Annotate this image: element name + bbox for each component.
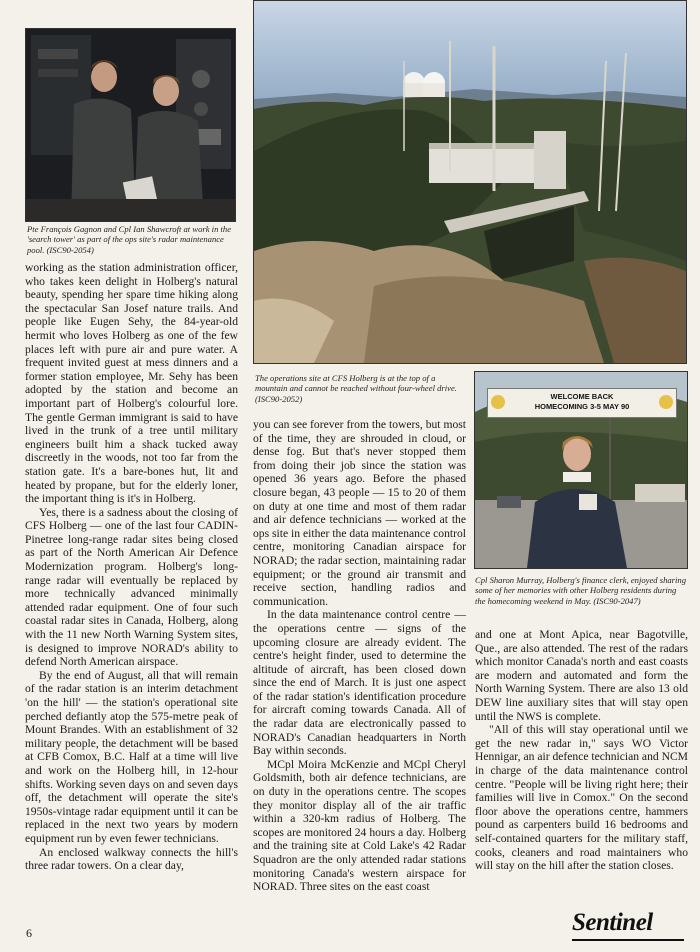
homecoming-photo [474, 371, 688, 569]
technicians-photo [25, 28, 236, 222]
welcome-banner [487, 388, 677, 418]
logo-underline [572, 939, 684, 941]
col1-paragraph-2: Yes, there is a sadness about the closing of CFS Holberg — one of the last four CADIN-Pinetree long-range radar sites being closed as part of the North American Air Defence Modernization program. Holberg's long-range radar will eventually be replaced by more technically advanced minimally attended radar equipment. One of four such coastal radar sites in Canada, Holberg, along with the 11 new North Warning System sites, is designed to improve NORAD's ability to defend North American airspace. [25, 505, 238, 669]
col2-paragraph-3: MCpl Moira McKenzie and MCpl Cheryl Goldsmith, both air defence technicians, are on duty in the operations centre. The scopes they monitor display all of the air traffic within a 320-km radius of Holberg. The scopes are monitored 24 hours a day. Holberg and the training site at Cold Lake's 42 Radar Squadron are the only attended radar stations monitoring Canada's western airspace for NORAD. Three sites on the east coast [253, 757, 466, 894]
technicians-caption: Pte François Gagnon and Cpl Ian Shawcroft at work in the 'search tower' as part of the ops site's radar maintenance pool. (ISC90-2054) [27, 224, 232, 255]
banner-line-1: WELCOME BACK [550, 392, 614, 401]
banner-line-2: HOMECOMING 3-5 MAY 90 [534, 402, 630, 411]
smiley-icon [491, 395, 505, 409]
mountain-site-photo [253, 0, 687, 364]
article-column-3 [475, 628, 688, 873]
col2-paragraph-2: In the data maintenance control centre — the operations centre — signs of the upcoming closure are already evident. The centre's height finder, used to determine the altitude of aircraft, has been closed down since the end of March. It is just one aspect of the radar station's identification procedure for aircraft coming towards Canada. All of the radar data are electronically passed to NORAD's Canadian headquarters in North Bay within seconds. [253, 608, 466, 758]
article-column-2 [253, 418, 466, 894]
mountain-site-photo-art [254, 1, 686, 363]
col3-paragraph-1: and one at Mont Apica, near Bagotville, Que., are also attended. The rest of the radars which monitor Canada's north and east coasts are modern and automated and form the North Warning System. There are also 13 old DEW line auxiliary sites that will stay open until the NWS is complete. [475, 628, 688, 723]
col2-paragraph-1: you can see forever from the towers, but most of the time, they are shrouded in cloud, or dense fog. But that's never stopped them from doing their job since the station was opened 36 years ago. Before the phased closure began, 43 people — 15 to 20 of them on duty at one time and most of them radar and air defence technicians — worked at the ops site in either the data maintenance control centre, monitoring Canadian airspace for NORAD; the radar section, maintaining radar equipment; or the ground air transmit and receive section, handling radios and communication. [253, 418, 466, 608]
col3-paragraph-2: "All of this will stay operational until we get the new radar in," says WO Victor Hennigar, an air defence technician and NCM in charge of the data maintenance control centre. "People will be living right here; their families will live in Comox." On the second floor above the operations centre, hammers pound as carpenters build 16 bedrooms and self-contained quarters for the military staff, cooks, cleaners and road maintainers who will stay on the hill after the station closes. [475, 723, 688, 873]
homecoming-caption: Cpl Sharon Murray, Holberg's finance clerk, enjoyed sharing some of her memories with other Holberg residents during the homecoming weekend in May. (ISC90-2047) [475, 575, 687, 606]
mountain-site-caption: The operations site at CFS Holberg is at the top of a mountain and cannot be reached without four-wheel drive. (ISC90-2052) [255, 373, 457, 404]
article-column-1 [25, 261, 238, 873]
sentinel-logo: Sentinel [572, 909, 653, 936]
col1-paragraph-3: By the end of August, all that will remain of the radar station is an interim detachment 'on the hill' — the station's operational site perched defiantly atop the 575-metre peak of Mount Brandes. With an establishment of 32 military people, the detachment will be based at CFB Comox, B.C. Half at a time will live and work on the Holberg hill, in 12-hour shifts. Working seven days on and seven days off, the detachment will operate the site's 1950s-vintage radar equipment until it can be replaced in the next two years by modern equipment run by even fewer technicians. [25, 668, 238, 845]
technicians-photo-art [26, 29, 235, 221]
col1-paragraph-4: An enclosed walkway connects the hill's three radar towers. On a clear day, [25, 845, 238, 873]
col1-paragraph-1: working as the station administration officer, who takes keen delight in Holberg's natural beauty, spending her spare time hiking along the spectacular San Josef nature trails. And people like Eugen Sehy, the 84-year-old hermit who loves Holberg as one of the few places left with pure air and pure water. A frequent invited guest at mess dinners and a former station employee, Mr. Sehy has been adopted by the station and become an important part of Holberg's colourful lore. The gentle German immigrant is said to have lived in the trunk of a tree until military engineers built him a shack tucked away discreetly in the woods, not too far from the station gate. It's a bare-bones hut, lit and heated by propane, but for the elderly loner, the important thing is it's in Holberg. [25, 261, 238, 506]
page-number: 6 [26, 926, 32, 940]
smiley-icon [659, 395, 673, 409]
